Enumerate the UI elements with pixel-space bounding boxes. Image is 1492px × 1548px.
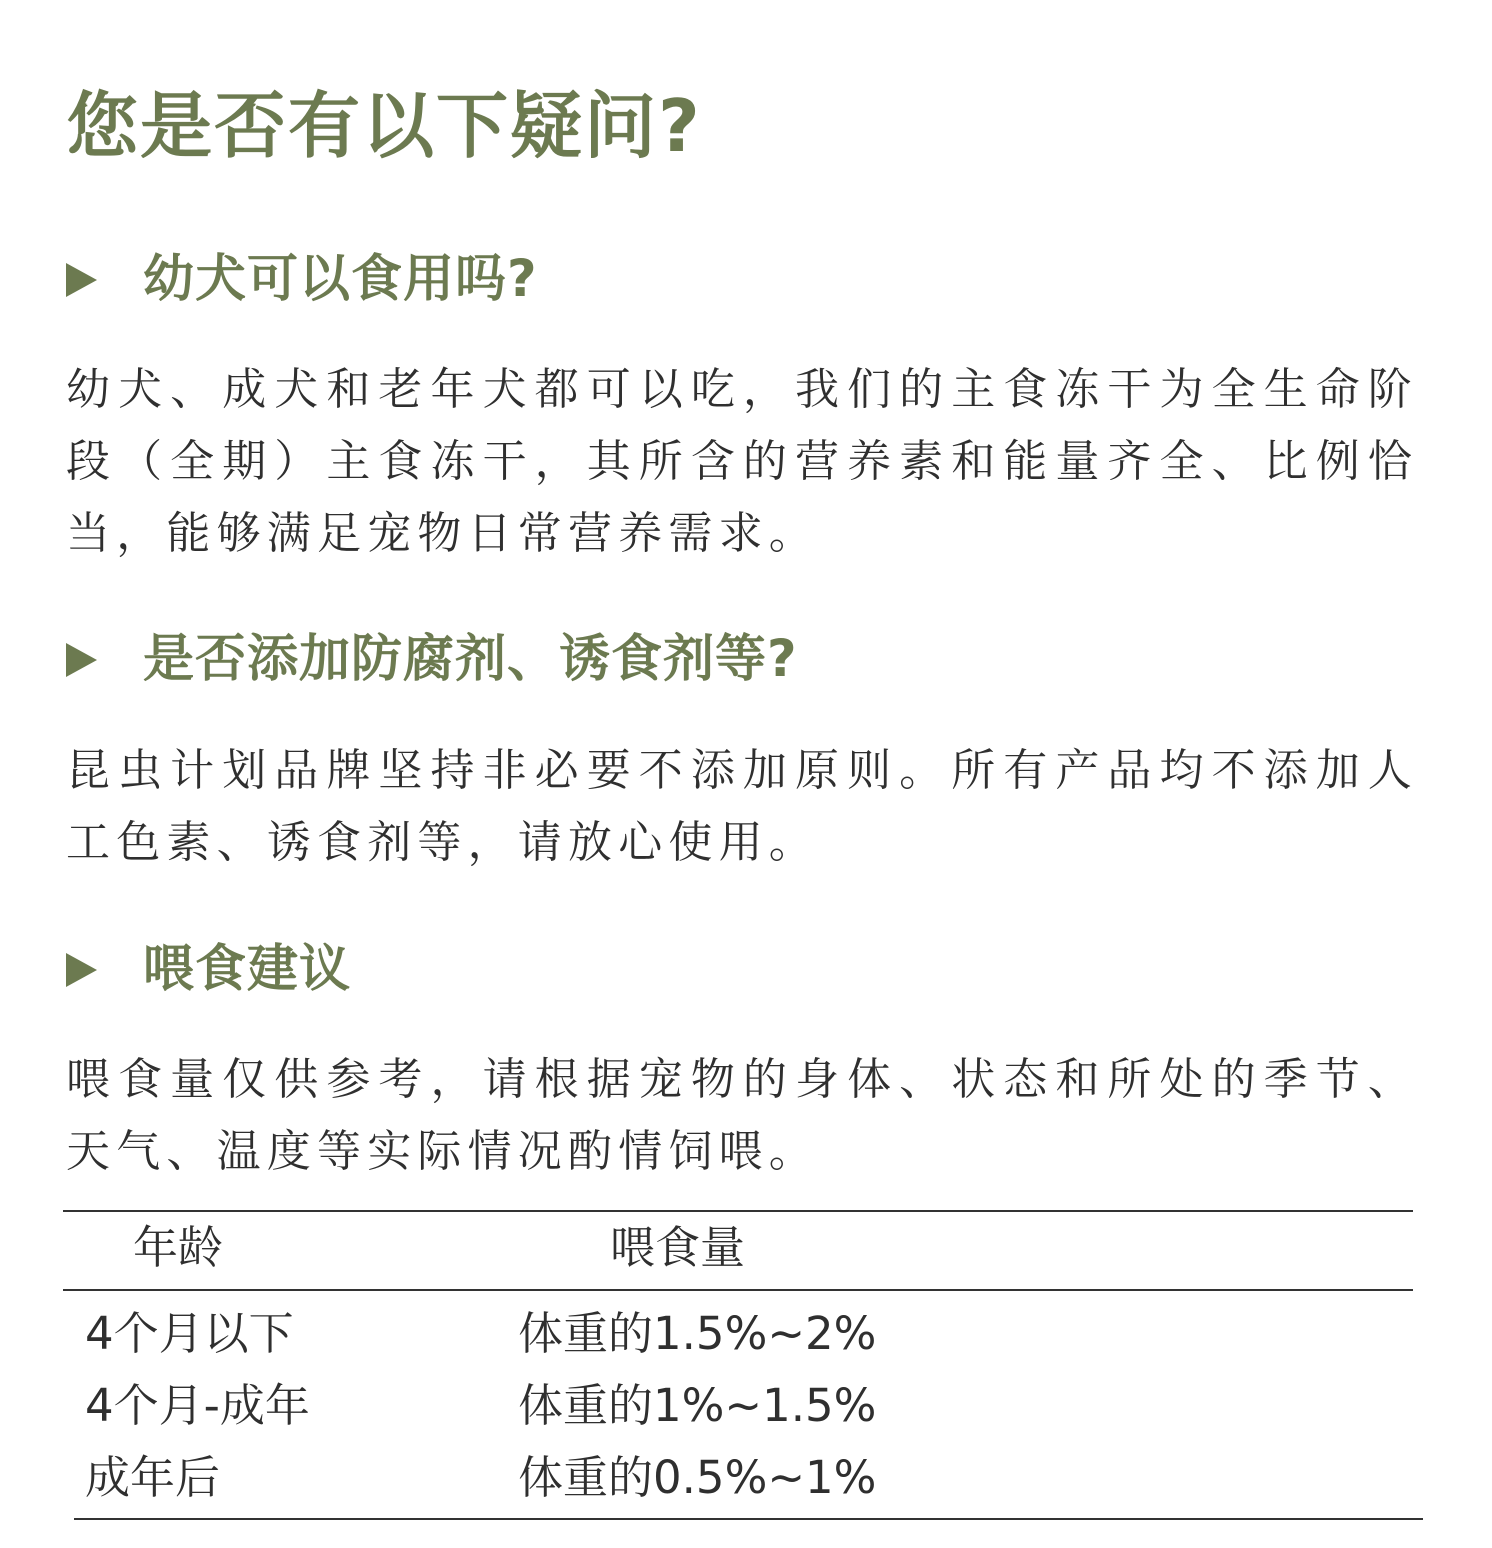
table-cell-age: 成年后 <box>85 1451 221 1504</box>
faq-answer-additives: 昆虫计划品牌坚持非必要不添加原则。所有产品均不添加人工色素、诱食剂等，请放心使用。 <box>66 745 1418 868</box>
faq-question-text: 是否添加防腐剂、诱食剂等? <box>143 630 798 689</box>
table-header-age: 年龄 <box>133 1221 224 1274</box>
table-cell-amount: 体重的1.5%~2% <box>518 1307 877 1360</box>
table-cell-age: 4个月以下 <box>85 1307 294 1360</box>
triangle-bullet-icon <box>66 953 97 987</box>
triangle-bullet-icon <box>66 643 97 677</box>
faq-answer-feeding: 喂食量仅供参考，请根据宠物的身体、状态和所处的季节、天气、温度等实际情况酌情饲喂。 <box>66 1054 1418 1177</box>
table-header-rule <box>63 1289 1413 1291</box>
table-bottom-rule <box>74 1518 1423 1520</box>
faq-question-puppy <box>66 250 538 310</box>
table-top-rule <box>63 1210 1413 1212</box>
table-cell-age: 4个月-成年 <box>85 1379 310 1432</box>
page-title: 您是否有以下疑问? <box>66 84 702 168</box>
table-cell-amount: 体重的1%~1.5% <box>518 1379 877 1432</box>
table-cell-amount: 体重的0.5%~1% <box>518 1451 877 1504</box>
faq-question-text: 喂食建议 <box>143 940 352 999</box>
faq-question-additives <box>66 630 798 690</box>
faq-question-text: 幼犬可以食用吗? <box>143 250 538 309</box>
faq-question-feeding <box>66 940 351 1000</box>
triangle-bullet-icon <box>66 263 97 297</box>
faq-answer-puppy: 幼犬、成犬和老年犬都可以吃，我们的主食冻干为全生命阶段（全期）主食冻干，其所含的营养素和能量齐全、比例恰当，能够满足宠物日常营养需求。 <box>66 364 1418 559</box>
table-header-amount: 喂食量 <box>610 1221 746 1274</box>
